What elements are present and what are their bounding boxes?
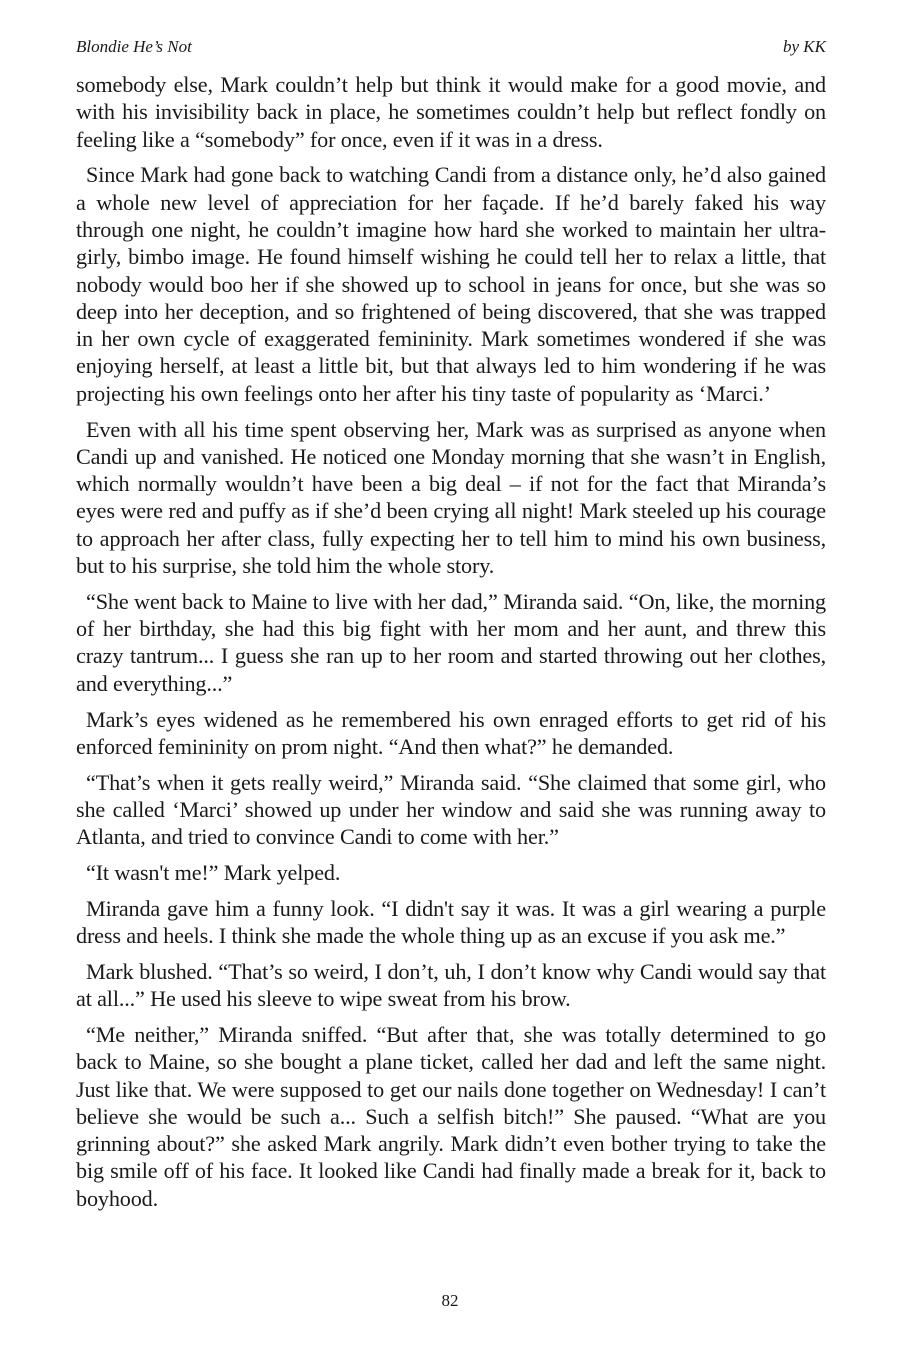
paragraph: somebody else, Mark couldn’t help but think it would make for a good movie, and with his invisibility back in place, he sometimes couldn’t help but reflect fondly on feeling like a “somebody” for once, even if it was in a dress. xyxy=(76,72,826,152)
body-text xyxy=(76,71,826,1221)
paragraph: Even with all his time spent observing her, Mark was as surprised as anyone when Candi up and vanished. He noticed one Monday morning that she wasn’t in English, which normally wouldn’t have been a big deal – if not for the fact that Miranda’s eyes were red and puffy as if she’d been crying all night! Mark steeled up his courage to approach her after class, fully expecting her to tell him to mind his own business, but to his surprise, she told him the whole story. xyxy=(76,416,826,579)
paragraph: “It wasn't me!” Mark yelped. xyxy=(86,860,341,886)
running-header xyxy=(76,36,826,58)
paragraph: Since Mark had gone back to watching Candi from a distance only, he’d also gained a whole new level of appreciation for her façade. If he’d barely faked his way through one night, he couldn’t imagine how hard she worked to maintain her ultra-girly, bimbo image. He found himself wishing he could tell her to relax a little, that nobody would boo her if she showed up to school in jeans for once, but she was so deep into her deception, and so frightened of being discovered, that she was trapped in her own cycle of exaggerated femininity. Mark sometimes wondered if she was enjoying herself, at least a little bit, but that always led to him wondering if he was projecting his own feelings onto her after his tiny taste of popularity as ‘Marci.’ xyxy=(76,162,826,406)
paragraph: Mark’s eyes widened as he remembered his own enraged efforts to get rid of his enforced femininity on prom night. “And then what?” he demanded. xyxy=(76,706,826,759)
paragraph: Mark blushed. “That’s so weird, I don’t, uh, I don’t know why Candi would say that at all...” He used his sleeve to wipe sweat from his brow. xyxy=(76,958,826,1012)
paragraph: “That’s when it gets really weird,” Miranda said. “She claimed that some girl, who she called ‘Marci’ showed up under her window and said she was running away to Atlanta, and tried to convince Candi to come with her.” xyxy=(76,769,826,850)
paragraph: “Me neither,” Miranda sniffed. “But after that, she was totally determined to go back to Maine, so she bought a plane ticket, called her dad and left the same night. Just like that. We were supposed to get our nails done together on Wednesday! I can’t believe she would be such a... Such a selfish bitch!” She paused. “What are you grinning about?” she asked Mark angrily. Mark didn’t even bother trying to take the big smile off of his face. It looked like Candi had finally made a break for it, back to boyhood. xyxy=(76,1022,826,1211)
paragraph: “She went back to Maine to live with her dad,” Miranda said. “On, like, the morning of her birthday, she had this big fight with her mom and her aunt, and threw this crazy tantrum... I guess she ran up to her room and started throwing out her clothes, and everything...” xyxy=(76,588,826,696)
page-number: 82 xyxy=(441,1291,459,1310)
paragraph: Miranda gave him a funny look. “I didn't say it was. It was a girl wearing a purple dress and heels. I think she made the whole thing up as an excuse if you ask me.” xyxy=(76,895,826,949)
book-title: Blondie He’s Not xyxy=(76,37,192,56)
author-credit: by KK xyxy=(783,37,826,56)
